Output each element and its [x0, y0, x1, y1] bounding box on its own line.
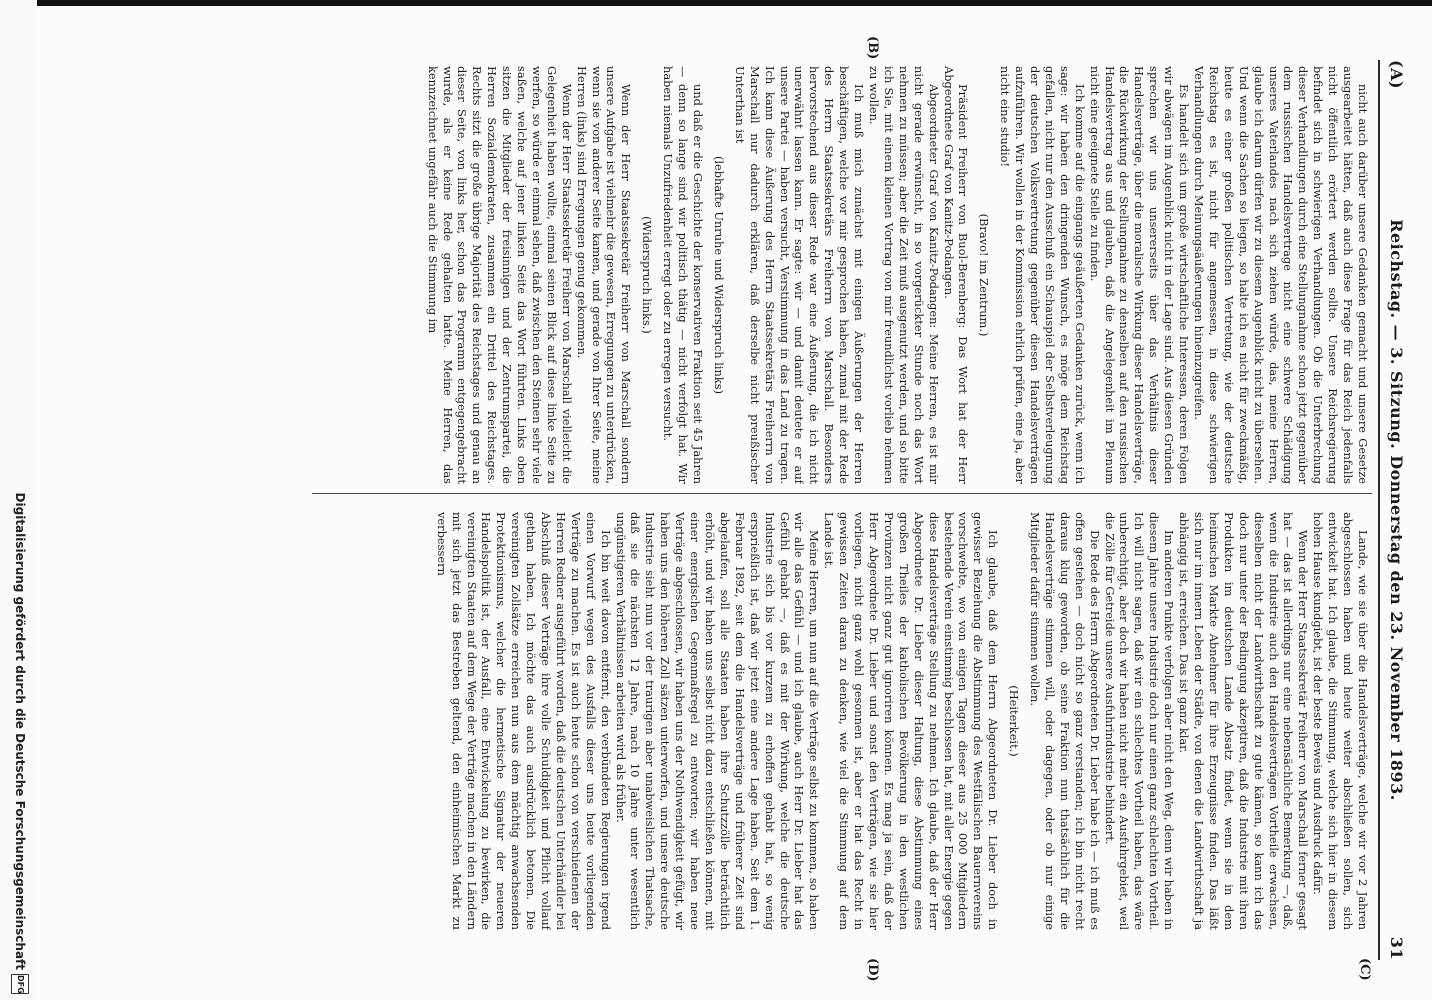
- interjection: (Heiterkeit.): [1007, 685, 1022, 757]
- footer-credit: Digitalisierung gefördert durch die Deutsche Forschungsgemeinschaft: [13, 492, 27, 970]
- digitization-footer: [0, 0, 37, 1000]
- paragraph: Wenn der Herr Staatssekretär Freiherr von Marschall vielleicht die Gelegenheit haben wollte, einmal seinen Blick auf diese linke Seite zu werfen, so würde er einmal sehen, daß zwischen den Steinen sehr viele saßen, welche auf jener linken Seite das Wort führten. Links oben sitzen die Mitglieder der freisinnigen und der Zentrumspartei, die Herren Sozialdemokraten, zusammen ein Drittel des Reichstages. Rechts sitzt die große übrige Majorität des Reichstages und genau an dieser Seite, von links her, schon das Programm entgegengebracht wurde, als er keine Rede gehalten hatte. Meine Herren, das kennzeichnet ungefähr auch die Stimmung im: [425, 66, 574, 484]
- paragraph: Präsident Freiherr von Buol-Berenberg: Das Wort hat der Herr Abgeordnete Graf von Kanitz-Podangen.: [941, 66, 971, 484]
- header-rule: [1378, 60, 1380, 960]
- paragraph: Wenn der Herr Staatssekretär Freiherr von Marschall ferner gesagt hat — das ist allerdings nur eine nebensächliche Bemerkung —, daß, wenn die Industrie auch den Handelsverträgen Vortheile erwachsen, dieselben nicht der Landwirthschaft zu gute kämen, so kann ich das doch nur unter der Bedingung akzeptiren, daß die Industrie mit ihren Produkten im deutschen Lande Absatz findet, wenn sie in dem heimischen Markte Abnehmer für ihre Erzeugnisse finden. Das läßt sich nur im innern Leben der Städte, von denen die Landwirthschaft ja abhängig ist, erreichen. Das ist ganz klar.: [1177, 512, 1311, 930]
- interjection: (Bravo! im Zentrum.): [977, 213, 992, 337]
- paragraph: Lande, wie sie über die Handelsverträge, welche wir vor 2 Jahren abgeschlossen haben und heute weiter abschließen sollen, sich entwickelt hat. Ich glaube, die Stimmung, welche sich hier in diesem hohen Hause kundgiebt, ist der beste Beweis und Ausdruck dafür.: [1311, 512, 1370, 930]
- page-number: 31: [1387, 936, 1406, 960]
- left-column: [300, 66, 1370, 484]
- paragraph: Im anderen Punkte verfolgen aber nicht den Weg, denn wir haben in diesem Jahre unsere Industrie doch nur einen ganz schlechten Vortheil. Ich will nicht sagen, daß wir ein schlechtes Vortheil haben, das wäre unberechtigt, aber doch wir haben nicht mehr ein Ausfuhrgebiet, weil die Zölle für Getreide unsere Ausfuhrindustrie behindert.: [1102, 512, 1177, 930]
- scan-edge: [0, 0, 1432, 6]
- interjection: (Widerspruch links.): [640, 216, 655, 334]
- margin-mark-d: (D): [865, 958, 880, 982]
- page-header: [1382, 60, 1410, 960]
- right-column: [300, 512, 1370, 930]
- column-divider: [312, 493, 1372, 494]
- margin-mark-c: (C): [1357, 958, 1372, 981]
- paragraph: Wenn der Herr Staatssekretär Freiherr von Marschall sondern unsere Aufgabe ist vielmehr die gewesen, Erregungen zu unterdrücken, wenn sie von anderer Seite kamen, und gerade von Ihrer Seite, meine Herren (links) sind Erregungen genug gekommen.: [574, 66, 634, 484]
- header-margin-mark-a: (A): [1387, 60, 1406, 90]
- paragraph: Ich bin weit davon entfernt, den verbündeten Regierungen irgend einen Vorwurf wegen des Ausfalls dieser uns heute vorliegenden Verträge zu machen. Es ist auch heute schon von verschiedenen der Herren Redner ausgeführt worden, daß die deutschen Unterhändler bei Abschluß dieser Verträge ihre volle Schuldigkeit und Pflicht vollauf gethan haben. Ich möchte das auch ausdrücklich betonen. Die vereinigten Zollsätze erreichen nun aus dem mächtig anwachsenden Protektionismus, welcher die hermetische Signatur der neueren Handelspolitik ist, der Ausfall, eine Entwickelung zu bewirken, die vereinigten Staaten auf dem Wege der Verträge machen in den Ländern mit sich jetzt das Bestreben geltend, den einheimischen Markt zu verbessern: [434, 512, 613, 930]
- paragraph: Die Rede des Herrn Abgeordneten Dr. Lieber habe ich — ich muß es offen gestehen — doch nicht so ganz verstanden; ich bin nicht recht daraus klug geworden, ob seine Fraktion nun thatsächlich für die Handelsverträge stimmen will, oder dagegen, oder ob nur einige Mitglieder dafür stimmen wollen.: [1028, 512, 1102, 930]
- paragraph: Abgeordneter Graf von Kanitz-Podangen: Meine Herren, es ist mir nicht gerade erwünscht, in so vorgerückter Stunde noch das Wort nehmen zu müssen; aber die Zeit muß ausgenutzt werden, und so bitte ich Sie, mit einem kleinen Vortrag von mir freundlichst vorlieb nehmen zu wollen.: [867, 66, 941, 484]
- margin-mark-b: (B): [865, 36, 880, 60]
- interjection: (lebhafte Unruhe und Widerspruch links): [711, 155, 726, 395]
- header-title: Reichstag. — 3. Sitzung. Donnerstag den 23. November 1893.: [1387, 219, 1406, 801]
- paragraph: nicht auch darüber unsere Gedanken gemacht und unsere Gesetze ausgearbeitet hätten, daß auch diese Frage für das Reich jedenfalls nicht öffentlich erörtert werden sollte. Unsere Reichsregierung befindet sich in schwierigen Verhandlungen. Ob die Unterbrechung dieser Verhandlungen durch eine Stellungnahme schon jetzt gegenüber dem russischen Handelsvertrage nicht eine schwere Schädigung unseres Vaterlandes nach sich ziehen würde, das, meine Herren, glaube ich darum dürfen wir zu diesem Augenblick nicht zu übersehen. Und wenn die Sachen so liegen, so halte ich es nicht für zweckmäßig, heute es einer großen politischen Vertretung, wie der deutsche Reichstag es ist, nicht für angemessen, in diese schwierigen Verhandlungen durch Meinungsäußerungen hineinzugreifen.: [1192, 66, 1370, 484]
- paragraph: Ich glaube, daß dem Herrn Abgeordneten Dr. Lieber doch in gewisser Beziehung die Abstimmung des Westfälischen Bauernvereins vorschwebte, wo von einigen Tagen dieser aus 25 000 Mitgliedern bestehende Verein einstimmig beschlossen hat, mit aller Energie gegen diese Handelsverträge Stellung zu nehmen. Ich glaube, daß der Herr Abgeordnete Dr. Lieber dieser Haltung, diese Abstimmung eines großen Theiles der katholischen Bevölkerung in den westlichen Provinzen nicht ganz gut ignoriren können. Es mag ja sein, daß der Herr Abgeordnete Dr. Lieber und sonst den Verträgen, wie sie hier vorliegen, nicht ganz wohl gesonnen ist, aber er hat das Recht in gewissen Zeiten daran zu denken, wie viel die Stimmung auf dem Lande ist.: [822, 512, 1001, 930]
- paragraph: Ich muß mich zunächst mit einigen Äußerungen der Herren beschäftigen, welche vor mir gesprochen haben, zumal mit der Rede des Herrn Staatssekretärs Freiherrn von Marschall. Besonders hervorstechend aus dieser Rede war eine Äußerung, die ich nicht unerwähnt lassen kann. Er sagte: wir — und damit deutete er auf unsere Partei — haben versucht, Verstimmung in das Land zu tragen. Ich kann diese Äußerung des Herrn Staatssekretärs Freiherrn von Marschall nur dadurch erklären, daß derselbe nicht preußischer Unterthan ist: [732, 66, 867, 484]
- paragraph: Meine Herren, um nun auf die Verträge selbst zu kommen, so haben wir alle das Gefühl — und ich glaube, auch Herr Dr. Lieber hat das Gefühl gehabt —, daß es mit der Wirkung, welche die deutsche Industrie sich bis vor kurzem zu erhoffen gehabt hat, so wenig ersprießlich ist, daß wir jetzt eine andere Lage haben. Seit dem 1. Februar 1892, seit dem die Handelsverträge und früherer Zeit sind abgelaufen, soll alle Staaten haben ihre Schutzzölle beträchtlich erhöht, und wir haben uns selbst nicht dazu entschließen können, mit einer energischen Gegenmaßregel zu entworten; wir haben neue Verträge abgeschlossen, wir haben uns der Nothwendigkeit gefügt, wir haben uns den höheren Zoll sätzen unterworfen, und unsere deutsche Industrie sieht nun vor der traurigen aber unabweislichen Thatsache, daß sie die nächsten 12 Jahre, nach 10 Jahre unter wesentlich ungünstigeren Verhältnissen arbeiten wird als früher.: [613, 512, 822, 930]
- dfg-logo-icon: DFG: [11, 974, 29, 994]
- paragraph: und daß er die Geschichte der konservativen Fraktion seit 45 Jahren — denn so lange sind wir politisch thätig — nicht verfolgt hat. Wir haben niemals Unzufriedenheit erregt oder zu erregen versucht.: [661, 66, 706, 484]
- paragraph: Ich komme auf die eingangs geäußerten Gedanken zurück, wenn ich sage: wir haben den dringenden Wunsch, es möge dem Reichstag gefallen, nicht nur den Ausschuß ein Schauspiel der Selbstverleugnung der deutschen Volksvertretung gegenüber diesen Handelsverträgen aufzuführen. Wir wollen in der Kommission ehrlich prüfen, eine ja, aber nicht eine studio!: [998, 66, 1087, 484]
- paragraph: Es handelt sich um große wirtschaftliche Interessen, deren Folgen wir abwägen im Augenblick nicht in der Lage sind. Aus diesen Gründen sprechen wir uns unsererseits über das Verhältnis dieser Handelsverträge, über die moralische Wirkung dieser Handelsverträge, die Rückwirkung der Stellungnahme zu denselben auf den russischen Handelsvertrag aus und glauben, daß die Angelegenheit im Plenum nicht eine geeignete Stelle zu finden.: [1087, 66, 1192, 484]
